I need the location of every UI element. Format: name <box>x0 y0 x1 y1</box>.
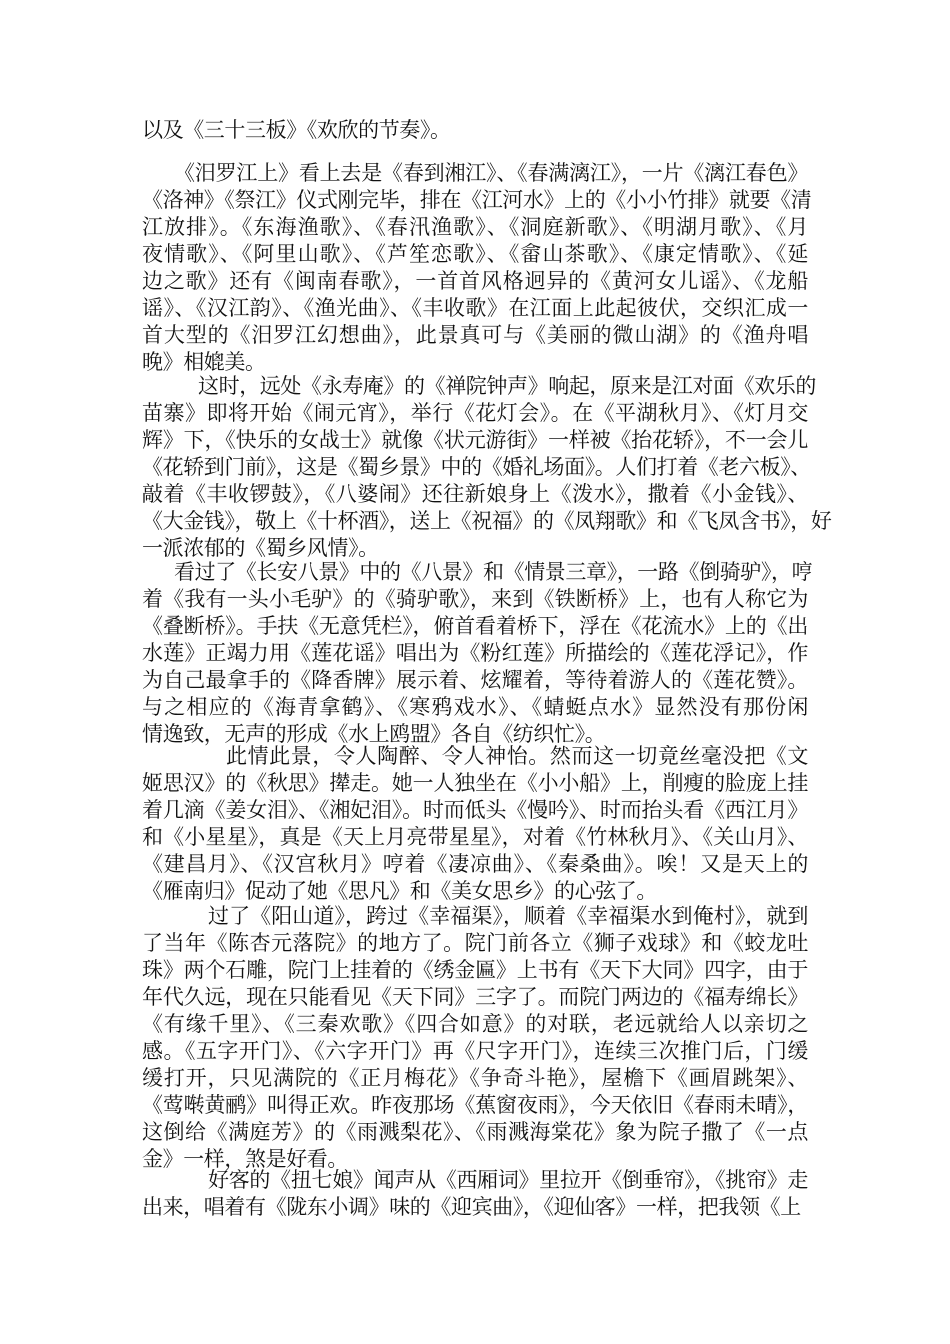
text-line: 江放排》。《东海渔歌》、《春汛渔歌》、《洞庭新歌》、《明湖月歌》、《月 <box>142 215 808 239</box>
text-line: 与之相应的《海青拿鹤》、《寒鸦戏水》、《蜻蜓点水》显然没有那份闲 <box>142 695 808 719</box>
text-line: 《花轿到门前》，这是《蜀乡景》中的《婚礼场面》。人们打着《老六板》、 <box>142 455 811 479</box>
text-line: 《汨罗江上》看上去是《春到湘江》、《春满漓江》，一片《漓江春色》 <box>174 161 808 185</box>
text-line: 《洛神》《祭江》仪式刚完毕，排在《江河水》上的《小小竹排》就要《清 <box>142 188 812 212</box>
text-line: 看过了《长安八景》中的《八景》和《情景三章》，一路《倒骑驴》，哼 <box>174 560 813 584</box>
paragraph <box>142 559 813 748</box>
text-line: 着《我有一头小毛驴》的《骑驴歌》，来到《铁断桥》上，也有人称它为 <box>142 587 808 611</box>
text-line: 苗寨》即将开始《闹元宵》，举行《花灯会》。在《平湖秋月》、《灯月交 <box>142 401 808 425</box>
text-line: 《雁南归》促动了她《思凡》和《美女思乡》的心弦了。 <box>142 879 657 903</box>
text-line: 金》一样，煞是好看。 <box>142 1147 348 1171</box>
text-line: 这时，远处《永寿庵》的《禅院钟声》响起，原来是江对面《欢乐的 <box>198 374 816 398</box>
paragraph <box>142 903 808 1173</box>
text-line: 水莲》正竭力用《莲花谣》唱出为《粉红莲》所描绘的《莲花浮记》，作 <box>142 641 808 665</box>
text-line: 晚》相媲美。 <box>142 350 266 374</box>
text-line: 出来，唱着有《陇东小调》味的《迎宾曲》，《迎仙客》一样，把我领《上 <box>142 1195 801 1219</box>
text-line: 为自己最拿手的《降香牌》展示着、炫耀着，等待着游人的《莲花赞》。 <box>142 668 808 692</box>
text-line: 着几滴《姜女泪》、《湘妃泪》。时而低头《慢吟》、时而抬头看《西江月》 <box>142 798 808 822</box>
text-line: 此情此景，令人陶醉、令人神怡。然而这一切竟丝毫没把《文 <box>226 744 808 768</box>
text-line: 和《小星星》，真是《天上月亮带星星》，对着《竹林秋月》、《关山月》、 <box>142 825 808 849</box>
text-line: 珠》两个石雕，院门上挂着的《绣金匾》上书有《天下大同》四字，由于 <box>142 958 808 982</box>
paragraph <box>142 743 808 905</box>
text-line: 《叠断桥》。手扶《无意凭栏》，俯首看着桥下，浮在《花流水》上的《出 <box>142 614 808 638</box>
text-line: 好客的《扭七娘》闻声从《西厢词》里拉开《倒垂帘》，《挑帘》走 <box>208 1168 808 1192</box>
text-line: 情逸致，无声的形成《水上鸥盟》各自《纺织忙》。 <box>142 722 606 746</box>
text-line: 一派浓郁的《蜀乡风情》。 <box>142 536 379 560</box>
text-line: 年代久远，现在只能看见《天下同》三字了。而院门两边的《福寿绵长》 <box>142 985 808 1009</box>
text-line: 《大金钱》，敬上《十杯酒》，送上《祝福》的《凤翔歌》和《飞凤含书》，好 <box>142 509 832 533</box>
text-line: 首大型的《汨罗江幻想曲》，此景真可与《美丽的微山湖》的《渔舟唱 <box>142 323 808 347</box>
paragraph <box>142 373 832 562</box>
text-line: 过了《阳山道》，跨过《幸福渠》，顺着《幸福渠水到俺村》，就到 <box>208 904 808 928</box>
text-line: 《建昌月》、《汉宫秋月》哼着《凄凉曲》、《秦桑曲》。唉！又是天上的 <box>142 852 808 876</box>
text-line: 夜情歌》、《阿里山歌》、《芦笙恋歌》、《畲山茶歌》、《康定情歌》、《延 <box>142 242 808 266</box>
text-line: 以及《三十三板》《欢欣的节奏》。 <box>142 118 451 142</box>
paragraph <box>142 117 808 144</box>
text-line: 边之歌》还有《闽南春歌》，一首首风格迥异的《黄河女儿谣》、《龙船 <box>142 269 808 293</box>
paragraph <box>142 160 812 376</box>
text-line: 敲着《丰收锣鼓》，《八婆闹》还往新娘身上《泼水》，撒着《小金钱》、 <box>142 482 808 506</box>
text-line: 缓打开，只见满院的《正月梅花》《争奇斗艳》，屋檐下《画眉跳架》、 <box>142 1066 808 1090</box>
text-line: 感。《五字开门》、《六字开门》再《尺字开门》，连续三次推门后，门缓 <box>142 1039 808 1063</box>
text-line: 《有缘千里》、《三秦欢歌》《四合如意》的对联，老远就给人以亲切之 <box>142 1012 808 1036</box>
text-line: 谣》、《汉江韵》、《渔光曲》、《丰收歌》在江面上此起彼伏，交织汇成一 <box>142 296 808 320</box>
text-line: 了当年《陈杏元落院》的地方了。院门前各立《狮子戏球》和《蛟龙吐 <box>142 931 808 955</box>
text-line: 辉》下，《快乐的女战士》就像《状元游街》一样被《抬花轿》，不一会儿 <box>142 428 808 452</box>
text-line: 这倒给《满庭芳》的《雨溅梨花》、《雨溅海棠花》象为院子撒了《一点 <box>142 1120 808 1144</box>
text-line: 姬思汉》的《秋思》撵走。她一人独坐在《小小船》上，削瘦的脸庞上挂 <box>142 771 808 795</box>
paragraph <box>142 1167 808 1221</box>
text-line: 《莺啭黄鹂》叫得正欢。昨夜那场《蕉窗夜雨》，今天依旧《春雨未晴》， <box>142 1093 808 1117</box>
